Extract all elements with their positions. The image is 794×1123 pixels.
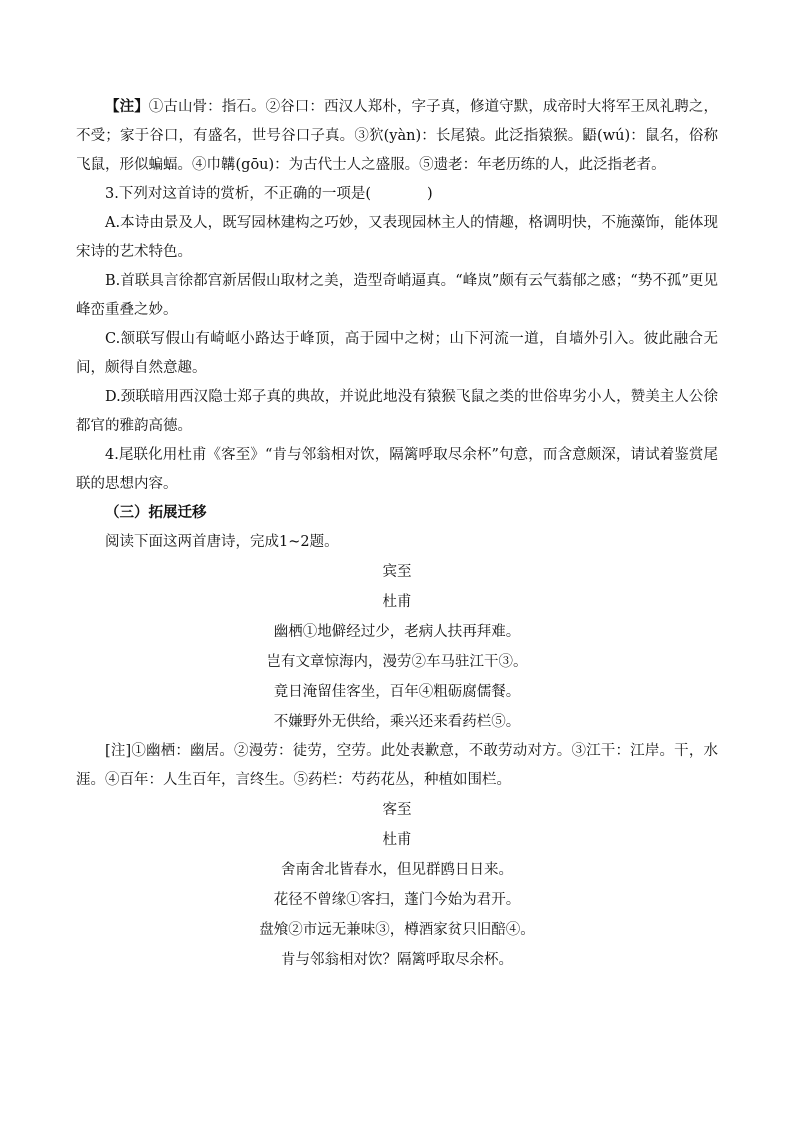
poem-2-line: 舍南舍北皆春水，但见群鸥日日来。 <box>281 862 513 878</box>
section-intro: 阅读下面这两首唐诗，完成1~2题。 <box>105 534 339 550</box>
poem-1-line: 岂有文章惊海内，漫劳②车马驻江干③。 <box>266 654 528 670</box>
poem-2-title: 客至 <box>382 802 412 818</box>
document-content <box>76 92 718 975</box>
poem-2-line: 盘飧②市远无兼味③，樽酒家贫只旧醅④。 <box>259 922 535 938</box>
question-4: 4.尾联化用杜甫《客至》“肯与邻翁相对饮，隔篱呼取尽余杯”句意，而含意颇深，请试着鉴赏尾联的思想内容。 <box>76 447 718 492</box>
option-c: C.颔联写假山有崎岖小路达于峰顶，高于园中之树；山下河流一道，自墙外引入。彼此融合无间，颇得自然意趣。 <box>76 331 718 376</box>
note-paragraph <box>76 92 718 180</box>
poem-2-line: 肯与邻翁相对饮？隔篱呼取尽余杯。 <box>281 952 513 968</box>
poem-1-line: 幽栖①地僻经过少，老病人扶再拜难。 <box>273 624 521 640</box>
poem-1-line: 竟日淹留佳客坐，百年④粗砺腐儒餐。 <box>273 684 521 700</box>
question-3-text: 3.下列对这首诗的赏析，不正确的一项是( <box>105 186 371 202</box>
section-heading: （三）拓展迁移 <box>105 505 207 521</box>
poem-1-note: [注]①幽栖：幽居。②漫劳：徒劳，空劳。此处表歉意，不敢劳动对方。③江干：江岸。干，水涯。④百年：人生百年，言终生。⑤药栏：芍药花丛，种植如围栏。 <box>76 743 718 788</box>
note-heading: 【注】 <box>105 98 149 115</box>
poem-1-line: 不嫌野外无供给，乘兴还来看药栏⑤。 <box>273 714 521 730</box>
question-3-close-paren: ) <box>427 186 433 202</box>
poem-1-title: 宾至 <box>382 564 412 580</box>
poem-2-line: 花径不曾缘①客扫，蓬门今始为君开。 <box>273 892 521 908</box>
poem-1-author: 杜甫 <box>382 594 412 610</box>
option-b: B.首联具言徐都宫新居假山取材之美，造型奇峭逼真。“峰岚”颇有云气蓊郁之感；“势不孤”更见峰峦重叠之妙。 <box>76 273 718 318</box>
option-a: A.本诗由景及人，既写园林建构之巧妙，又表现园林主人的情趣，格调明快，不施藻饰，能体现宋诗的艺术特色。 <box>76 215 718 260</box>
note-body: ①古山骨：指石。②谷口：西汉人郑朴，字子真，修道守默，成帝时大将军王凤礼聘之，不受；家于谷口，有盛名，世号谷口子真。③狖(yàn)：长尾猿。此泛指猿猴。鼯(wú)：鼠名，俗称飞鼠，形似蝙蝠。④巾韝(gōu)：为古代士人之盛服。⑤遗老：年老历练的人，此泛指老者。 <box>76 99 719 173</box>
option-d: D.颈联暗用西汉隐士郑子真的典故，并说此地没有猿猴飞鼠之类的世俗卑劣小人，赞美主人公徐都官的雅韵高德。 <box>76 389 718 434</box>
question-3-stem <box>76 180 718 209</box>
poem-2-author: 杜甫 <box>382 832 412 848</box>
